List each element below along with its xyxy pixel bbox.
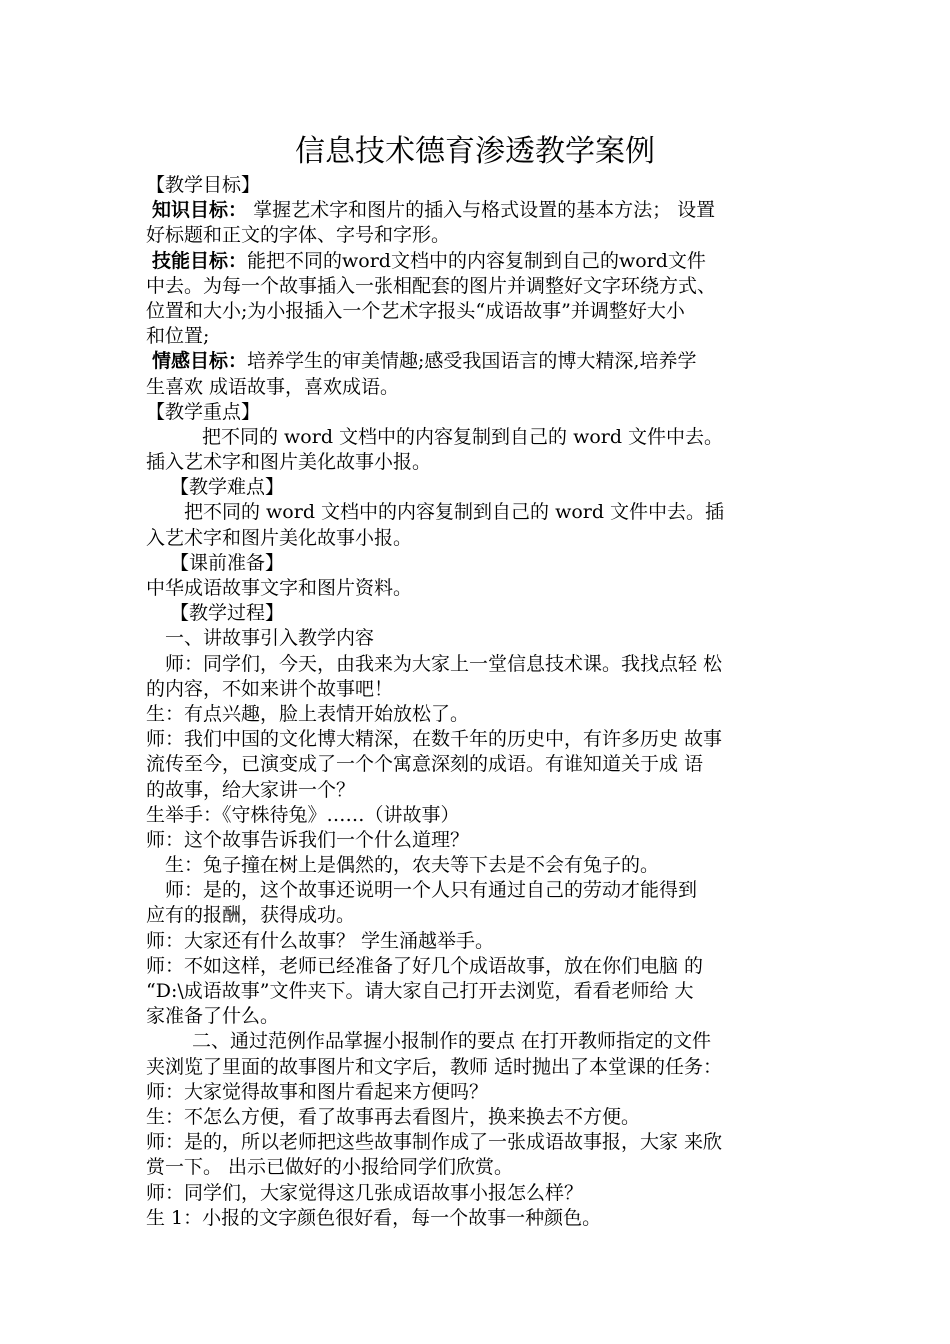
objective-text: 培养学生的审美情趣;感受我国语言的博大精深,培养学: [247, 350, 697, 373]
subsection-heading: 二、通过范例作品掌握小报制作的要点 在打开教师指定的文件: [192, 1030, 712, 1053]
objective-label: 技能目标：: [152, 249, 248, 272]
section-heading: 【教学过程】: [170, 602, 285, 625]
paragraph-line: [146, 198, 814, 223]
dialogue-line: 的内容，不如来讲个故事吧！: [146, 677, 394, 700]
document-title: 信息技术德育渗透教学案例: [295, 134, 655, 169]
dialogue-line: 师：大家觉得故事和图片看起来方便吗？: [146, 1080, 489, 1103]
dialogue-line: 师：同学们，今天，由我来为大家上一堂信息技术课。我找点轻 松: [165, 652, 723, 675]
paragraph-line: 插入艺术字和图片美化故事小报。: [146, 451, 432, 474]
paragraph-line: 生喜欢 成语故事，喜欢成语。: [146, 375, 400, 398]
dialogue-line: 师：我们中国的文化博大精深，在数千年的历史中，有许多历史 故事: [146, 728, 723, 751]
paragraph-line: 把不同的 word 文档中的内容复制到自己的 word 文件中去。: [202, 425, 724, 448]
dialogue-line: 师：是的，这个故事还说明一个人只有通过自己的劳动才能得到: [165, 879, 698, 902]
paragraph-line: 位置和大小;为小报插入一个艺术字报头“成语故事”并调整好大小: [146, 299, 685, 322]
paragraph-line: 把不同的 word 文档中的内容复制到自己的 word 文件中去。插: [184, 501, 725, 524]
paragraph-line: 中去。为每一个故事插入一张相配套的图片并调整好文字环绕方式、: [146, 274, 717, 297]
document-body: [146, 173, 814, 1231]
dialogue-line: 生：兔子撞在树上是偶然的，农夫等下去是不会有兔子的。: [165, 854, 660, 877]
paragraph-line: 夹浏览了里面的故事图片和文字后，教师 适时抛出了本堂课的任务：: [146, 1055, 723, 1078]
section-heading: 【教学重点】: [146, 400, 261, 423]
section-heading: 【课前准备】: [170, 551, 285, 574]
dialogue-line: 生：不怎么方便，看了故事再去看图片，换来换去不方便。: [146, 1105, 641, 1128]
dialogue-line: 的故事，给大家讲一个？: [146, 778, 356, 801]
dialogue-line: 赏一下。 出示已做好的小报给同学们欣赏。: [146, 1156, 514, 1179]
dialogue-line: 师：不如这样，老师已经准备了好几个成语故事，放在你们电脑 的: [146, 954, 704, 977]
dialogue-line: 生：有点兴趣，脸上表情开始放松了。: [146, 702, 470, 725]
paragraph-line: 好标题和正文的字体、字号和字形。: [146, 224, 451, 247]
dialogue-line: 师：这个故事告诉我们一个什么道理？: [146, 828, 470, 851]
objective-label: 知识目标：: [152, 199, 248, 222]
dialogue-line: 师：同学们，大家觉得这几张成语故事小报怎么样？: [146, 1181, 584, 1204]
section-heading: 【教学目标】: [146, 174, 261, 196]
dialogue-line: 家准备了什么。: [146, 1005, 280, 1028]
section-heading: 【教学难点】: [170, 476, 285, 499]
paragraph-line: [146, 349, 814, 374]
objective-label: 情感目标：: [152, 350, 248, 373]
dialogue-line: 师：大家还有什么故事？ 学生涌越举手。: [146, 929, 495, 952]
objective-text: 掌握艺术字和图片的插入与格式设置的基本方法； 设置: [253, 199, 716, 222]
dialogue-line: “D:\成语故事”文件夹下。请大家自己打开去浏览，看看老师给 大: [146, 980, 694, 1002]
dialogue-line: 生举手：《守株待兔》……（讲故事）: [146, 803, 460, 826]
paragraph-line: 入艺术字和图片美化故事小报。: [146, 526, 413, 549]
dialogue-line: 应有的报酬，获得成功。: [146, 904, 356, 927]
paragraph-line: 中华成语故事文字和图片资料。: [146, 577, 413, 599]
dialogue-line: 流传至今，已演变成了一个个寓意深刻的成语。有谁知道关于成 语: [146, 753, 704, 776]
dialogue-line: 师：是的，所以老师把这些故事制作成了一张成语故事报，大家 来欣: [146, 1131, 723, 1154]
objective-text: 能把不同的word文档中的内容复制到自己的word文件: [247, 249, 706, 272]
subsection-heading: 一、讲故事引入教学内容: [165, 627, 375, 650]
dialogue-line: 生 1：小报的文字颜色很好看，每一个故事一种颜色。: [146, 1206, 602, 1229]
paragraph-line: [146, 249, 814, 274]
paragraph-line: 和位置;: [146, 325, 210, 348]
